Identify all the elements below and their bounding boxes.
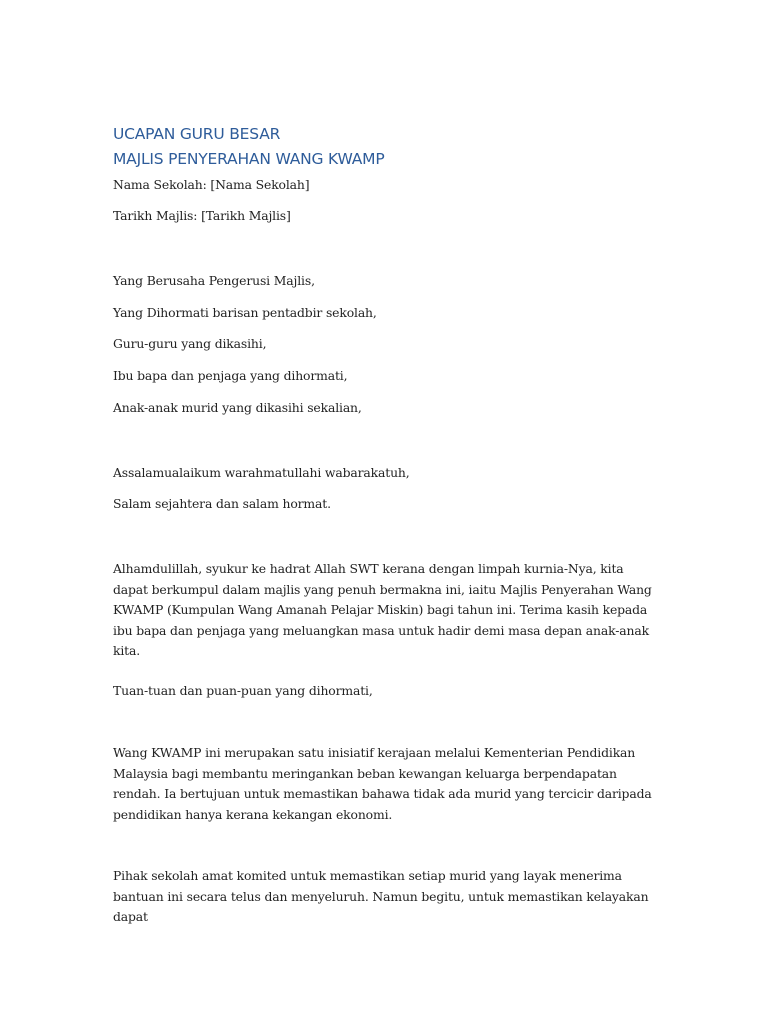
kwamp-paragraph: Wang KWAMP ini merupakan satu inisiatif kerajaan melalui Kementerian Pendidikan Malaysia bagi membantu meringankan beban kewangan keluarga berpendapatan rendah. Ia bertujuan untuk memastikan bahawa tidak ada murid yang tercicir daripada pendidikan hanya kerana kekangan ekonomi. bbox=[113, 745, 652, 822]
greeting-line: Yang Dihormati barisan pentadbir sekolah, bbox=[113, 305, 377, 320]
greeting-line: Guru-guru yang dikasihi, bbox=[113, 336, 267, 351]
event-date-line: Tarikh Majlis: [Tarikh Majlis] bbox=[113, 208, 291, 223]
greeting-line: Yang Berusaha Pengerusi Majlis, bbox=[113, 273, 315, 288]
intro-paragraph: Alhamdulillah, syukur ke hadrat Allah SWT kerana dengan limpah kurnia-Nya, kita dapat berkumpul dalam majlis yang penuh bermakna ini, iaitu Majlis Penyerahan Wang KWAMP (Kumpulan Wang Amanah Pelajar Miskin) bagi tahun ini. Terima kasih kepada ibu bapa dan penjaga yang meluangkan masa untuk hadir demi masa depan anak-anak kita. bbox=[113, 561, 652, 658]
address-line: Tuan-tuan dan puan-puan yang dihormati, bbox=[113, 683, 373, 698]
document-title-line-2: MAJLIS PENYERAHAN WANG KWAMP bbox=[113, 150, 385, 168]
salam-line: Assalamualaikum warahmatullahi wabarakatuh, bbox=[113, 465, 410, 480]
greeting-line: Anak-anak murid yang dikasihi sekalian, bbox=[113, 400, 362, 415]
greeting-line: Ibu bapa dan penjaga yang dihormati, bbox=[113, 368, 348, 383]
commitment-paragraph: Pihak sekolah amat komited untuk memastikan setiap murid yang layak menerima bantuan ini secara telus dan menyeluruh. Namun begitu, untuk memastikan kelayakan dapat bbox=[113, 868, 649, 924]
document-title-line-1: UCAPAN GURU BESAR bbox=[113, 125, 281, 143]
school-name-line: Nama Sekolah: [Nama Sekolah] bbox=[113, 177, 310, 192]
salam-line: Salam sejahtera dan salam hormat. bbox=[113, 496, 331, 511]
